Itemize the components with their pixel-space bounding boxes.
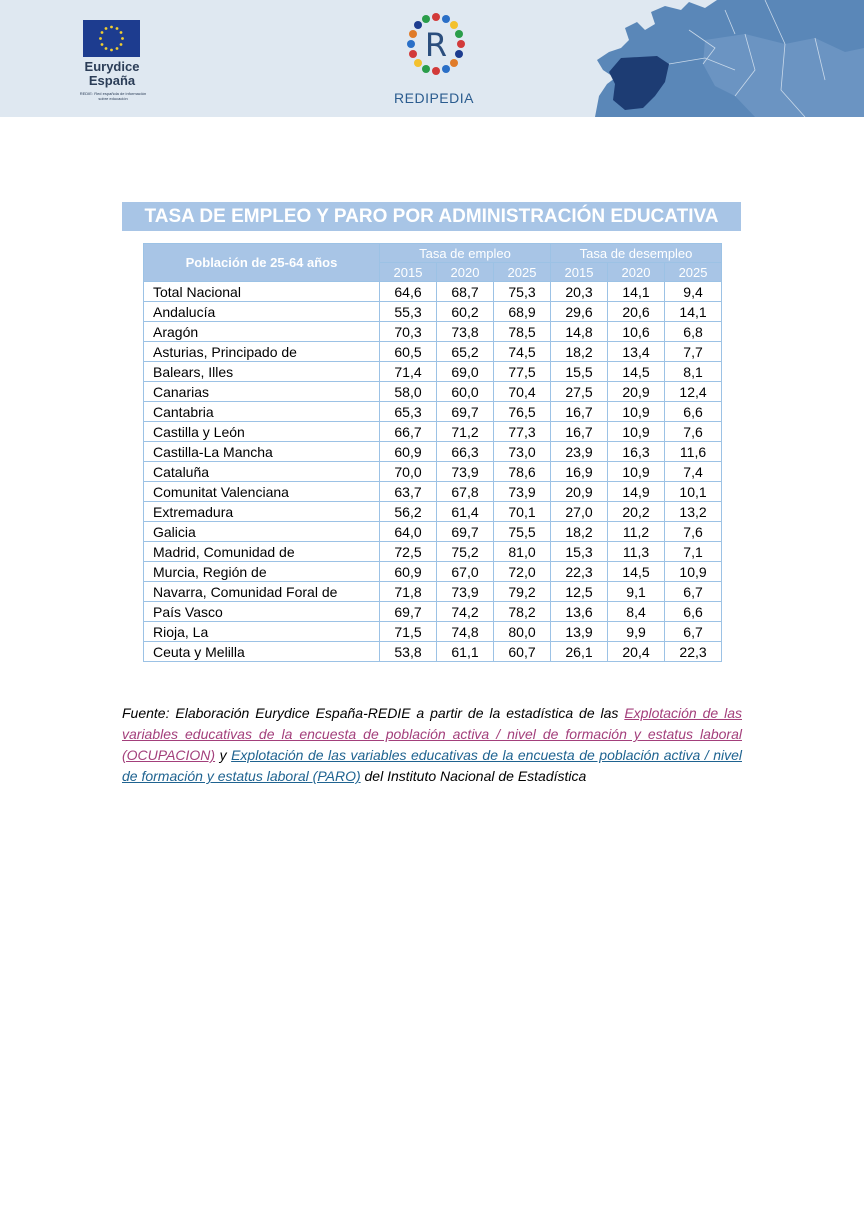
value-cell: 6,8 (665, 322, 722, 342)
value-cell: 74,8 (437, 622, 494, 642)
value-cell: 6,6 (665, 402, 722, 422)
value-cell: 10,1 (665, 482, 722, 502)
value-cell: 20,6 (608, 302, 665, 322)
table-row (144, 402, 722, 422)
value-cell: 73,0 (494, 442, 551, 462)
value-cell: 20,9 (551, 482, 608, 502)
region-cell: Ceuta y Melilla (144, 642, 380, 662)
region-cell: Balears, Illes (144, 362, 380, 382)
value-cell: 76,5 (494, 402, 551, 422)
year-header: 2015 (380, 263, 437, 282)
value-cell: 78,6 (494, 462, 551, 482)
table-row (144, 502, 722, 522)
table-row (144, 322, 722, 342)
value-cell: 70,3 (380, 322, 437, 342)
value-cell: 22,3 (551, 562, 608, 582)
value-cell: 69,7 (380, 602, 437, 622)
value-cell: 22,3 (665, 642, 722, 662)
value-cell: 9,4 (665, 282, 722, 302)
table-row (144, 562, 722, 582)
table-row (144, 642, 722, 662)
year-header: 2025 (494, 263, 551, 282)
value-cell: 9,1 (608, 582, 665, 602)
region-cell: Madrid, Comunidad de (144, 542, 380, 562)
value-cell: 53,8 (380, 642, 437, 662)
eurydice-subtitle: REDIE: Red española de información sobre educación (79, 91, 147, 101)
value-cell: 14,9 (608, 482, 665, 502)
source-link-paro[interactable]: Explotación de las variables educativas de la encuesta de población activa / nivel de formación y estatus laboral (PARO) (122, 747, 742, 784)
value-cell: 74,5 (494, 342, 551, 362)
year-header: 2025 (665, 263, 722, 282)
region-cell: Aragón (144, 322, 380, 342)
value-cell: 6,6 (665, 602, 722, 622)
value-cell: 66,7 (380, 422, 437, 442)
value-cell: 8,1 (665, 362, 722, 382)
value-cell: 60,2 (437, 302, 494, 322)
region-cell: Canarias (144, 382, 380, 402)
value-cell: 7,4 (665, 462, 722, 482)
value-cell: 71,4 (380, 362, 437, 382)
eurydice-name-line1: Eurydice (84, 59, 140, 74)
value-cell: 71,5 (380, 622, 437, 642)
value-cell: 29,6 (551, 302, 608, 322)
value-cell: 27,5 (551, 382, 608, 402)
table-row (144, 582, 722, 602)
value-cell: 69,7 (437, 522, 494, 542)
value-cell: 77,3 (494, 422, 551, 442)
value-cell: 7,1 (665, 542, 722, 562)
value-cell: 72,0 (494, 562, 551, 582)
eurydice-logo-text (82, 60, 142, 88)
region-cell: País Vasco (144, 602, 380, 622)
value-cell: 70,0 (380, 462, 437, 482)
value-cell: 72,5 (380, 542, 437, 562)
value-cell: 77,5 (494, 362, 551, 382)
employment-table (143, 243, 722, 662)
value-cell: 78,5 (494, 322, 551, 342)
value-cell: 60,0 (437, 382, 494, 402)
value-cell: 13,2 (665, 502, 722, 522)
value-cell: 23,9 (551, 442, 608, 462)
value-cell: 68,7 (437, 282, 494, 302)
value-cell: 69,7 (437, 402, 494, 422)
page-header (0, 0, 864, 117)
value-cell: 10,9 (608, 402, 665, 422)
value-cell: 60,9 (380, 442, 437, 462)
value-cell: 64,0 (380, 522, 437, 542)
value-cell: 16,3 (608, 442, 665, 462)
region-cell: Extremadura (144, 502, 380, 522)
source-connector: y (215, 747, 232, 763)
year-header: 2020 (608, 263, 665, 282)
population-header: Población de 25-64 años (144, 244, 380, 282)
value-cell: 10,9 (665, 562, 722, 582)
table-row (144, 422, 722, 442)
region-cell: Cantabria (144, 402, 380, 422)
value-cell: 64,6 (380, 282, 437, 302)
region-cell: Castilla y León (144, 422, 380, 442)
value-cell: 60,5 (380, 342, 437, 362)
value-cell: 20,2 (608, 502, 665, 522)
table-row (144, 602, 722, 622)
region-cell: Total Nacional (144, 282, 380, 302)
value-cell: 15,3 (551, 542, 608, 562)
value-cell: 14,1 (665, 302, 722, 322)
value-cell: 65,2 (437, 342, 494, 362)
value-cell: 71,8 (380, 582, 437, 602)
value-cell: 75,3 (494, 282, 551, 302)
value-cell: 12,4 (665, 382, 722, 402)
value-cell: 71,2 (437, 422, 494, 442)
value-cell: 81,0 (494, 542, 551, 562)
table-row (144, 462, 722, 482)
value-cell: 16,9 (551, 462, 608, 482)
value-cell: 20,3 (551, 282, 608, 302)
eurydice-name-line2: España (88, 73, 136, 88)
value-cell: 26,1 (551, 642, 608, 662)
value-cell: 70,4 (494, 382, 551, 402)
value-cell: 56,2 (380, 502, 437, 522)
year-header: 2020 (437, 263, 494, 282)
value-cell: 14,8 (551, 322, 608, 342)
value-cell: 8,4 (608, 602, 665, 622)
value-cell: 16,7 (551, 422, 608, 442)
value-cell: 58,0 (380, 382, 437, 402)
value-cell: 69,0 (437, 362, 494, 382)
redipedia-letter: R (424, 26, 448, 64)
region-cell: Asturias, Principado de (144, 342, 380, 362)
value-cell: 9,9 (608, 622, 665, 642)
table-row (144, 622, 722, 642)
value-cell: 61,4 (437, 502, 494, 522)
value-cell: 73,9 (437, 462, 494, 482)
value-cell: 75,5 (494, 522, 551, 542)
value-cell: 13,4 (608, 342, 665, 362)
region-cell: Galicia (144, 522, 380, 542)
value-cell: 18,2 (551, 342, 608, 362)
value-cell: 75,2 (437, 542, 494, 562)
value-cell: 20,9 (608, 382, 665, 402)
table-row (144, 542, 722, 562)
region-cell: Cataluña (144, 462, 380, 482)
value-cell: 11,6 (665, 442, 722, 462)
value-cell: 6,7 (665, 582, 722, 602)
redipedia-logo-icon (402, 12, 470, 84)
region-cell: Comunitat Valenciana (144, 482, 380, 502)
value-cell: 10,9 (608, 422, 665, 442)
value-cell: 63,7 (380, 482, 437, 502)
value-cell: 80,0 (494, 622, 551, 642)
value-cell: 11,2 (608, 522, 665, 542)
value-cell: 66,3 (437, 442, 494, 462)
source-note (122, 703, 742, 787)
table-row (144, 482, 722, 502)
value-cell: 73,8 (437, 322, 494, 342)
value-cell: 61,1 (437, 642, 494, 662)
value-cell: 16,7 (551, 402, 608, 422)
value-cell: 12,5 (551, 582, 608, 602)
region-cell: Andalucía (144, 302, 380, 322)
unemployment-rate-header: Tasa de desempleo (551, 244, 722, 263)
value-cell: 15,5 (551, 362, 608, 382)
table-row (144, 382, 722, 402)
value-cell: 60,7 (494, 642, 551, 662)
value-cell: 13,9 (551, 622, 608, 642)
value-cell: 65,3 (380, 402, 437, 422)
table-row (144, 362, 722, 382)
table-row (144, 442, 722, 462)
table-row (144, 282, 722, 302)
value-cell: 68,9 (494, 302, 551, 322)
source-link-ocupacion[interactable]: Explotación de las variables educativas de la encuesta de población activa / nivel de formación y estatus laboral (OCUPACION) (122, 705, 742, 763)
value-cell: 20,4 (608, 642, 665, 662)
region-cell: Castilla-La Mancha (144, 442, 380, 462)
value-cell: 67,0 (437, 562, 494, 582)
eu-flag-icon (83, 20, 140, 57)
source-prefix: Fuente: Elaboración Eurydice España-REDIE a partir de la estadística de las (122, 705, 625, 721)
year-header: 2015 (551, 263, 608, 282)
employment-rate-header: Tasa de empleo (380, 244, 551, 263)
value-cell: 14,5 (608, 562, 665, 582)
value-cell: 10,6 (608, 322, 665, 342)
value-cell: 18,2 (551, 522, 608, 542)
value-cell: 10,9 (608, 462, 665, 482)
table-row (144, 342, 722, 362)
table-title: TASA DE EMPLEO Y PARO POR ADMINISTRACIÓN EDUCATIVA (122, 202, 741, 231)
value-cell: 55,3 (380, 302, 437, 322)
region-cell: Rioja, La (144, 622, 380, 642)
region-cell: Murcia, Región de (144, 562, 380, 582)
value-cell: 79,2 (494, 582, 551, 602)
table-row (144, 302, 722, 322)
value-cell: 11,3 (608, 542, 665, 562)
redipedia-name: REDIPEDIA (394, 90, 474, 106)
region-cell: Navarra, Comunidad Foral de (144, 582, 380, 602)
value-cell: 70,1 (494, 502, 551, 522)
value-cell: 73,9 (437, 582, 494, 602)
value-cell: 6,7 (665, 622, 722, 642)
table-row (144, 522, 722, 542)
value-cell: 7,6 (665, 522, 722, 542)
value-cell: 14,5 (608, 362, 665, 382)
value-cell: 67,8 (437, 482, 494, 502)
value-cell: 60,9 (380, 562, 437, 582)
value-cell: 7,7 (665, 342, 722, 362)
value-cell: 74,2 (437, 602, 494, 622)
value-cell: 27,0 (551, 502, 608, 522)
value-cell: 73,9 (494, 482, 551, 502)
value-cell: 78,2 (494, 602, 551, 622)
europe-map-icon (585, 0, 864, 117)
value-cell: 14,1 (608, 282, 665, 302)
value-cell: 13,6 (551, 602, 608, 622)
source-suffix: del Instituto Nacional de Estadística (360, 768, 587, 784)
value-cell: 7,6 (665, 422, 722, 442)
